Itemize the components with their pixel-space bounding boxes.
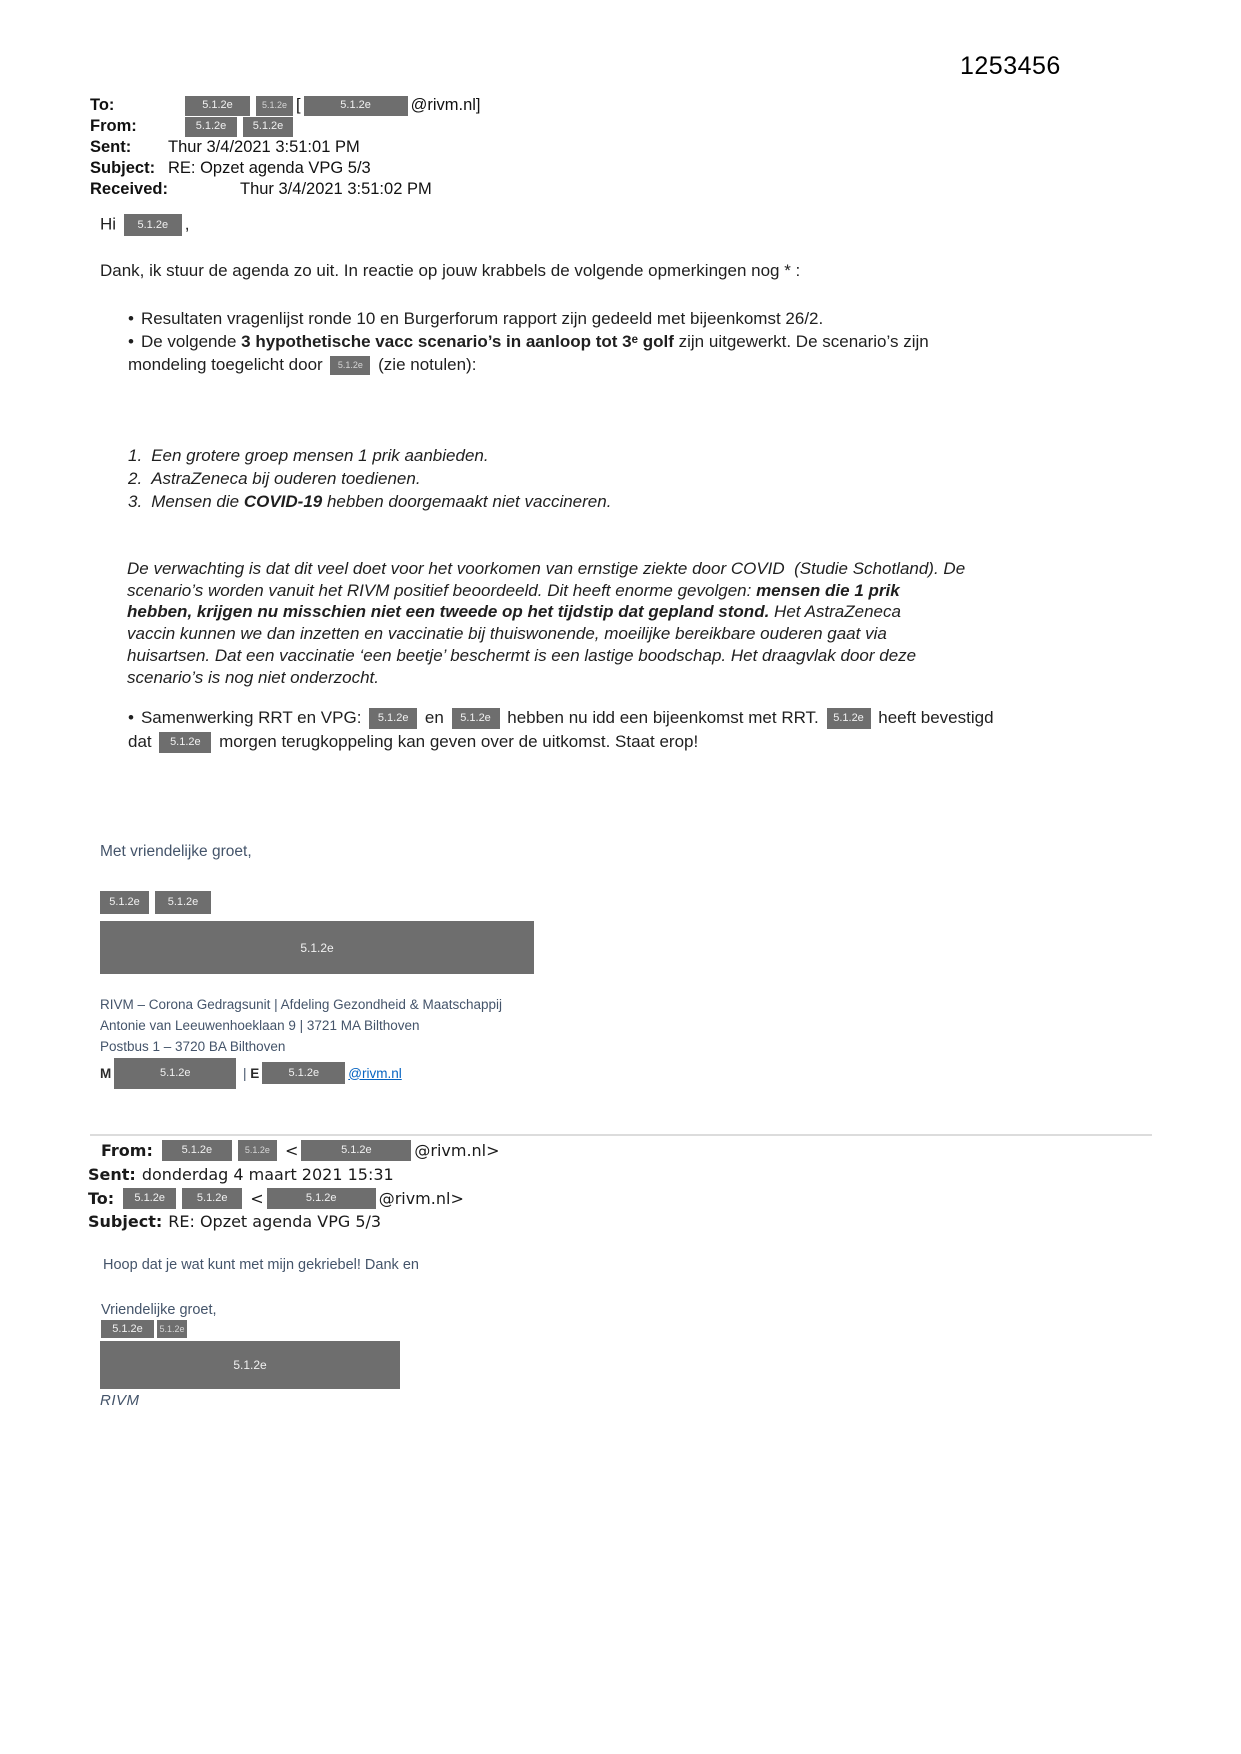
header-value-sent — [168, 138, 360, 157]
quoted-value-from — [159, 1140, 500, 1161]
redaction-box: 5.1.2e — [159, 732, 211, 753]
redaction-box: 5.1.2e — [162, 1140, 232, 1161]
item-number: 2. — [128, 469, 143, 488]
header-row-subject — [90, 158, 481, 179]
redaction-box: 5.1.2e — [243, 117, 293, 137]
header-label-sent: Sent: — [90, 138, 132, 156]
header-label-from: From: — [90, 117, 137, 135]
bullet-item — [100, 706, 1130, 754]
quoted-row-to — [88, 1186, 500, 1210]
bullet-marker: • — [128, 309, 134, 328]
redaction-box: 5.1.2e — [101, 1320, 154, 1338]
text-run: zijn uitgewerkt. De scenario’s zijn — [673, 332, 929, 351]
text-run: vaccin kunnen we dan inzetten en vaccinatie bij thuiswonende, moeilijke bereikbare ouderen gaat via — [127, 624, 887, 644]
header-value-to — [182, 96, 481, 116]
redaction-box: 5.1.2e — [100, 921, 534, 974]
numbered-item — [100, 467, 611, 490]
signature-large-redaction — [100, 921, 534, 974]
email-link[interactable]: @rivm.nl — [348, 1065, 402, 1081]
text-run: (zie notulen): — [373, 355, 477, 374]
quoted-label-to: To: — [88, 1188, 115, 1208]
collaboration-bullet — [100, 706, 1130, 754]
text-run: Hi — [100, 214, 121, 234]
text-run: hebben nu idd een bijeenkomst met RRT. — [502, 708, 824, 727]
redaction-box: 5.1.2e — [185, 96, 250, 116]
text-run: hebben doorgemaakt niet vaccineren. — [322, 492, 612, 511]
text-run: AstraZeneca bij ouderen toedienen. — [151, 469, 421, 488]
quoted-email-header — [88, 1139, 500, 1234]
quoted-label-from: From: — [101, 1141, 153, 1161]
text-run-bold: COVID-19 — [243, 492, 323, 511]
text-run: De volgende — [140, 332, 242, 351]
signoff-line: Met vriendelijke groet, — [100, 843, 252, 860]
header-label-subject: Subject: — [90, 159, 156, 177]
text-run: donderdag 4 maart 2021 15:31 — [141, 1165, 394, 1185]
document-number: 1253456 — [960, 52, 1061, 80]
header-value-received — [240, 180, 432, 199]
redaction-box: 5.1.2e — [100, 891, 149, 914]
quoted-name-redactions — [101, 1320, 190, 1338]
redaction-box: 5.1.2e — [330, 356, 370, 375]
numbered-item — [100, 490, 611, 513]
redaction-box: 5.1.2e — [238, 1140, 277, 1161]
text-run: , — [184, 214, 190, 234]
header-row-to — [90, 95, 481, 116]
assessment-paragraph — [127, 558, 1132, 688]
redaction-box: 5.1.2e — [123, 1188, 176, 1209]
text-run: Een grotere groep mensen 1 prik aanbieden. — [151, 446, 489, 465]
quoted-large-redaction — [100, 1341, 400, 1389]
header-value-subject — [168, 159, 371, 178]
section-divider — [90, 1134, 1152, 1136]
text-run: Samenwerking RRT en VPG: — [140, 708, 367, 727]
redaction-box: 5.1.2e — [124, 214, 182, 236]
bullet-marker: • — [128, 332, 134, 351]
text-run: | — [239, 1065, 251, 1081]
text-run: < — [245, 1188, 264, 1208]
header-row-received — [90, 179, 481, 200]
signature-org: RIVM – Corona Gedragsunit | Afdeling Gezondheid & Maatschappij — [100, 997, 502, 1012]
redaction-box: 5.1.2e — [262, 1062, 345, 1084]
text-run: morgen terugkoppeling kan geven over de uitkomst. Staat erop! — [214, 732, 699, 751]
redaction-box: 5.1.2e — [182, 1188, 242, 1209]
header-row-sent — [90, 137, 481, 158]
quoted-value-to — [120, 1188, 464, 1209]
quoted-signoff-line: Vriendelijke groet, — [101, 1302, 217, 1318]
item-number: 1. — [128, 446, 143, 465]
redaction-box: 5.1.2e — [452, 708, 500, 729]
bullet-list — [100, 307, 1120, 376]
quoted-label-subject: Subject: — [88, 1212, 163, 1232]
text-run: De verwachting is dat dit veel doet voor het voorkomen van ernstige ziekte door COVID (Studie Schotland). De — [127, 559, 966, 578]
numbered-list — [100, 444, 611, 513]
bullet-text — [128, 332, 929, 374]
redaction-box: 5.1.2e — [267, 1188, 376, 1209]
redaction-box: 5.1.2e — [100, 1341, 400, 1389]
text-run: Resultaten vragenlijst ronde 10 en Burgerforum rapport zijn gedeeld met bijeenkomst 26/2. — [140, 309, 824, 328]
redaction-box: 5.1.2e — [157, 1320, 187, 1338]
text-run-bold: E — [250, 1065, 260, 1081]
text-run-bold: M — [100, 1065, 112, 1081]
redaction-box: 5.1.2e — [304, 96, 408, 116]
text-run: en — [420, 708, 449, 727]
text-run: @rivm.nl] — [410, 96, 481, 114]
item-number: 3. — [128, 492, 143, 511]
signature-block — [100, 994, 502, 1089]
text-run: Thur 3/4/2021 3:51:02 PM — [240, 180, 432, 198]
text-run: [ — [296, 96, 301, 114]
bullet-item — [100, 307, 1120, 330]
bullet-item — [100, 330, 1120, 376]
numbered-item — [100, 444, 611, 467]
text-run: RE: Opzet agenda VPG 5/3 — [168, 159, 371, 177]
intro-paragraph: Dank, ik stuur de agenda zo uit. In reactie op jouw krabbels de volgende opmerkingen nog * : — [100, 261, 801, 280]
quoted-message-line: Hoop dat je wat kunt met mijn gekriebel! Dank en — [103, 1257, 419, 1273]
text-run: mondeling toegelicht door — [128, 355, 328, 374]
text-run-bold: hebben, krijgen nu misschien niet een tweede op het tijdstip dat gepland stond. — [127, 602, 770, 622]
text-run: @rivm.nl> — [378, 1188, 464, 1208]
numbered-text — [151, 446, 488, 465]
text-run: Thur 3/4/2021 3:51:01 PM — [168, 138, 360, 156]
quoted-label-sent: Sent: — [88, 1165, 136, 1185]
text-run: scenario’s worden vanuit het RIVM positief beoordeeld. Dit heeft enorme gevolgen: — [127, 580, 757, 600]
text-run: RE: Opzet agenda VPG 5/3 — [168, 1212, 382, 1232]
text-run: < — [279, 1141, 299, 1161]
quoted-value-subject — [168, 1212, 381, 1231]
redaction-box: 5.1.2e — [827, 708, 871, 729]
quoted-row-sent — [88, 1163, 500, 1187]
bullet-marker: • — [128, 708, 134, 727]
text-run: Het AstraZeneca — [769, 602, 901, 622]
numbered-text — [151, 469, 420, 488]
header-label-to: To: — [90, 96, 115, 114]
text-run: huisartsen. Dat een vaccinatie ‘een beetje’ beschermt is een lastige boodschap. Het draagvlak door deze — [127, 645, 917, 665]
redaction-box: 5.1.2e — [256, 96, 293, 116]
quoted-row-subject — [88, 1210, 500, 1234]
bullet-text — [141, 309, 823, 328]
text-run: dat — [128, 732, 157, 751]
bullet-text — [128, 708, 994, 751]
quoted-value-sent — [142, 1165, 394, 1184]
redaction-box: 5.1.2e — [185, 117, 237, 137]
text-run-bold: 3 hypothetische vacc scenario’s in aanloop tot 3ᵉ golf — [241, 332, 674, 351]
text-run-bold: mensen die 1 prik — [756, 580, 900, 600]
signature-contact — [100, 1057, 502, 1089]
signature-postbus: Postbus 1 – 3720 BA Bilthoven — [100, 1039, 286, 1054]
redaction-box: 5.1.2e — [369, 708, 417, 729]
email-header — [90, 95, 481, 200]
signature-name-redactions — [100, 891, 217, 914]
redaction-box: 5.1.2e — [114, 1058, 236, 1089]
signature-address: Antonie van Leeuwenhoeklaan 9 | 3721 MA Bilthoven — [100, 1018, 420, 1033]
numbered-text — [151, 492, 611, 511]
quoted-row-from — [101, 1139, 500, 1163]
header-value-from — [182, 117, 296, 137]
text-run: heeft bevestigd — [873, 708, 994, 727]
text-run: Mensen die — [151, 492, 244, 511]
text-run: @rivm.nl> — [414, 1141, 500, 1161]
quoted-org-line: RIVM — [100, 1392, 140, 1409]
redaction-box: 5.1.2e — [155, 891, 211, 914]
redaction-box: 5.1.2e — [301, 1140, 411, 1161]
text-run: scenario’s is nog niet onderzocht. — [127, 667, 380, 687]
greeting-line — [100, 214, 190, 236]
header-label-received: Received: — [90, 180, 168, 198]
header-row-from — [90, 116, 481, 137]
